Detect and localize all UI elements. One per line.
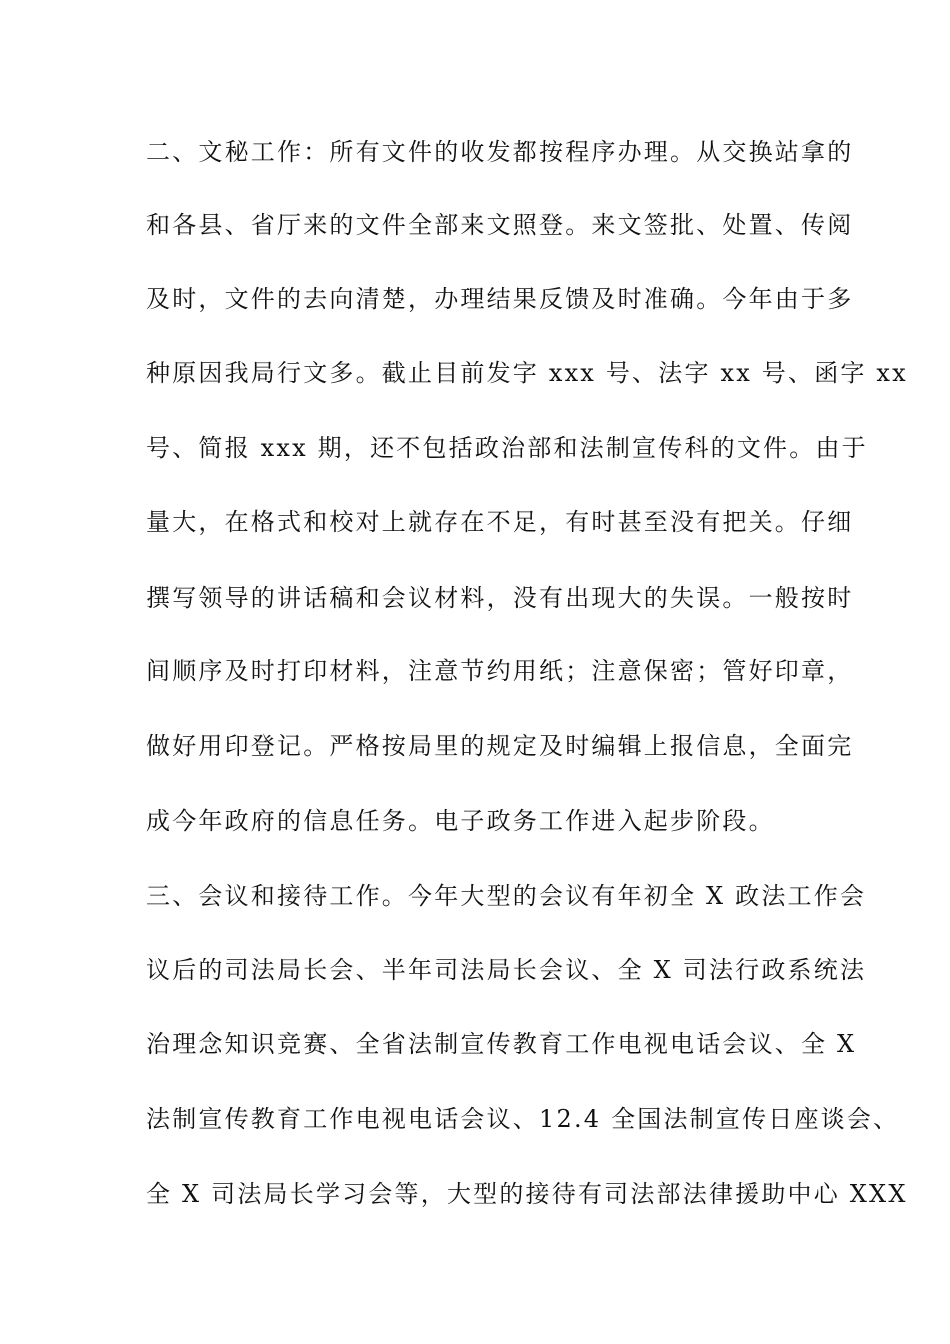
text-line-10: 成今年政府的信息任务。电子政务工作进入起步阶段。	[146, 807, 775, 835]
text-line-8: 间顺序及时打印材料，注意节约用纸；注意保密；管好印章，	[146, 657, 854, 685]
text-line-14: 法制宣传教育工作电视电话会议、12.4 全国法制宣传日座谈会、	[146, 1105, 900, 1133]
text-line-4: 种原因我局行文多。截止目前发字 xxx 号、法字 xx 号、函字 xx	[146, 359, 908, 387]
text-line-6: 量大，在格式和校对上就存在不足，有时甚至没有把关。仔细	[146, 508, 854, 536]
text-line-2: 和各县、省厅来的文件全部来文照登。来文签批、处置、传阅	[146, 211, 854, 239]
text-line-3: 及时，文件的去向清楚，办理结果反馈及时准确。今年由于多	[146, 285, 854, 313]
text-line-15: 全 X 司法局长学习会等，大型的接待有司法部法律援助中心 XXX	[146, 1180, 908, 1208]
text-line-7: 撰写领导的讲话稿和会议材料，没有出现大的失误。一般按时	[146, 584, 854, 612]
text-line-13: 治理念知识竞赛、全省法制宣传教育工作电视电话会议、全 X	[146, 1030, 857, 1058]
text-line-1: 二、文秘工作：所有文件的收发都按程序办理。从交换站拿的	[146, 138, 854, 166]
text-line-12: 议后的司法局长会、半年司法局长会议、全 X 司法行政系统法	[146, 956, 867, 984]
text-line-9: 做好用印登记。严格按局里的规定及时编辑上报信息，全面完	[146, 732, 854, 760]
text-line-5: 号、简报 xxx 期，还不包括政治部和法制宣传科的文件。由于	[146, 434, 868, 462]
text-line-11: 三、会议和接待工作。今年大型的会议有年初全 X 政法工作会	[146, 882, 867, 910]
